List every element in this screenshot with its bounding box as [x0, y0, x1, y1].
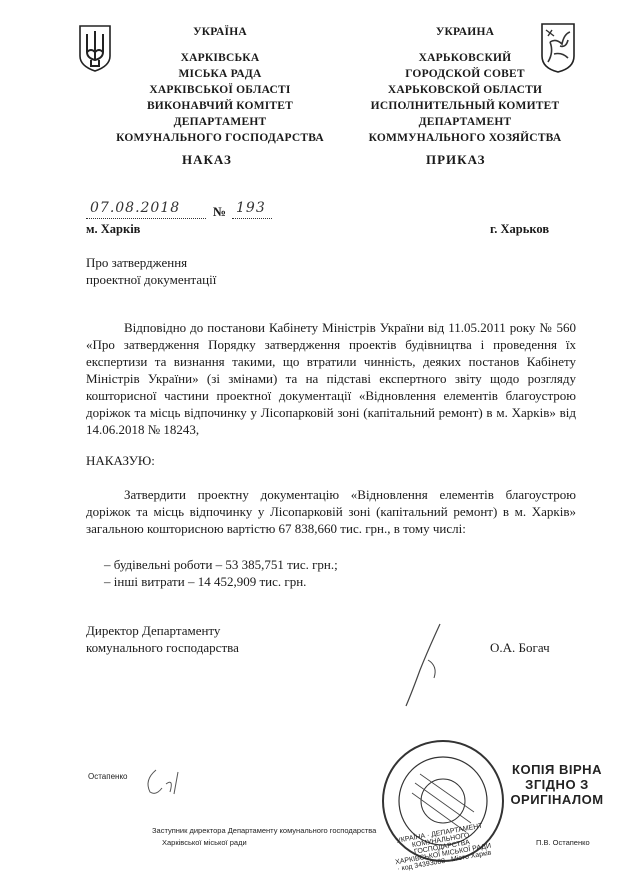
- header-left-line: КОМУНАЛЬНОГО ГОСПОДАРСТВА: [116, 132, 324, 144]
- copy-stamp-line: КОПІЯ ВІРНА: [512, 762, 602, 777]
- copy-stamp-line: ОРИГІНАЛОМ: [510, 792, 604, 807]
- subject-line: Про затвердження: [86, 255, 188, 270]
- subject-line: проектної документації: [86, 272, 217, 287]
- executor-initials-icon: [140, 764, 190, 800]
- header-right-line: ГОРОДСКОЙ СОВЕТ: [405, 68, 525, 80]
- list-item: – будівельні роботи – 53 385,751 тис. грн.;: [104, 557, 338, 572]
- header-left: [95, 24, 345, 146]
- order-date: 07.08.2018: [90, 200, 181, 216]
- copy-stamp-line: ЗГІДНО З: [525, 777, 589, 792]
- number-underline: [232, 218, 272, 219]
- signatory-title-line: комунального господарства: [86, 640, 239, 655]
- order-title-right: ПРИКАЗ: [426, 152, 486, 167]
- header-right-country: УКРАИНА: [435, 26, 495, 38]
- header-right-line: ХАРЬКОВСКОЙ ОБЛАСТИ: [387, 84, 543, 96]
- directive-paragraph: Затвердити проектну документацію «Відновлення елементів благоустрою доріжок та місць відпочинку у Лісопарковій зоні (капітальний ремонт) в м. Харків» загальною кошторисною вартістю 67 838,660 тис. грн., в тому числі:: [86, 487, 576, 536]
- header-left-line: ВИКОНАВЧИЙ КОМІТЕТ: [146, 100, 294, 112]
- order-number: 193: [236, 200, 266, 216]
- list-item: – інші витрати – 14 452,909 тис. грн.: [104, 574, 307, 589]
- order-title-left: НАКАЗ: [182, 152, 232, 167]
- header-right-line: ХАРЬКОВСКИЙ: [418, 52, 512, 64]
- signatory-title: [86, 622, 239, 656]
- date-underline: [86, 218, 206, 219]
- certifier-title-line: Харківської міської ради: [162, 838, 247, 847]
- executor-name: Остапенко: [88, 772, 128, 781]
- certifier-title-line: Заступник директора Департаменту комунального господарства: [152, 826, 377, 835]
- header-right-line: ДЕПАРТАМЕНТ: [418, 116, 512, 128]
- signatory-title-line: Директор Департаменту: [86, 623, 221, 638]
- certifier-name: П.В. Остапенко: [536, 838, 590, 847]
- header-left-line: ХАРКІВСЬКОЇ ОБЛАСТІ: [149, 84, 291, 96]
- order-number-label: №: [213, 204, 228, 219]
- cost-list: [104, 556, 338, 590]
- header-left-line: ХАРКІВСЬКА: [180, 52, 260, 64]
- header-right-line: ИСПОЛНИТЕЛЬНЫЙ КОМИТЕТ: [370, 100, 560, 112]
- subject: [86, 254, 216, 288]
- header-right: [345, 24, 585, 146]
- header-left-country: УКРАЇНА: [193, 26, 247, 38]
- stamp-text: УКРАЇНА · ДЕПАРТАМЕНТ КОМУНАЛЬНОГО ГОСПОДАРСТВА ХАРКІВСЬКОЇ МІСЬКОЇ РАДИ · код 34393088 · Місто Харків: [394, 822, 492, 874]
- city-left: м. Харків: [86, 222, 141, 236]
- signatory-name: О.А. Богач: [490, 640, 550, 655]
- city-right: г. Харьков: [490, 222, 550, 236]
- header-right-line: КОММУНАЛЬНОГО ХОЗЯЙСТВА: [368, 132, 562, 144]
- order-word: НАКАЗУЮ:: [86, 453, 155, 468]
- header-left-line: ДЕПАРТАМЕНТ: [173, 116, 267, 128]
- preamble-paragraph: Відповідно до постанови Кабінету Міністрів України від 11.05.2011 року № 560 «Про затвердження Порядку затвердження проектів будівництва і проведення їх експертизи та визнання такими, що втратили чинність, деяких постанов Кабінету Міністрів України» (зі змінами) та на підставі експертного звіту щодо розгляду кошторисної частини проектної документації «Відновлення елементів благоустрою доріжок та місць відпочинку у Лісопарковій зоні (капітальний ремонт) в м. Харків» від 14.06.2018 № 18243,: [86, 320, 576, 437]
- header-left-line: МІСЬКА РАДА: [178, 68, 262, 80]
- handwritten-signature-icon: [398, 620, 458, 710]
- copy-certified-stamp: [502, 762, 612, 807]
